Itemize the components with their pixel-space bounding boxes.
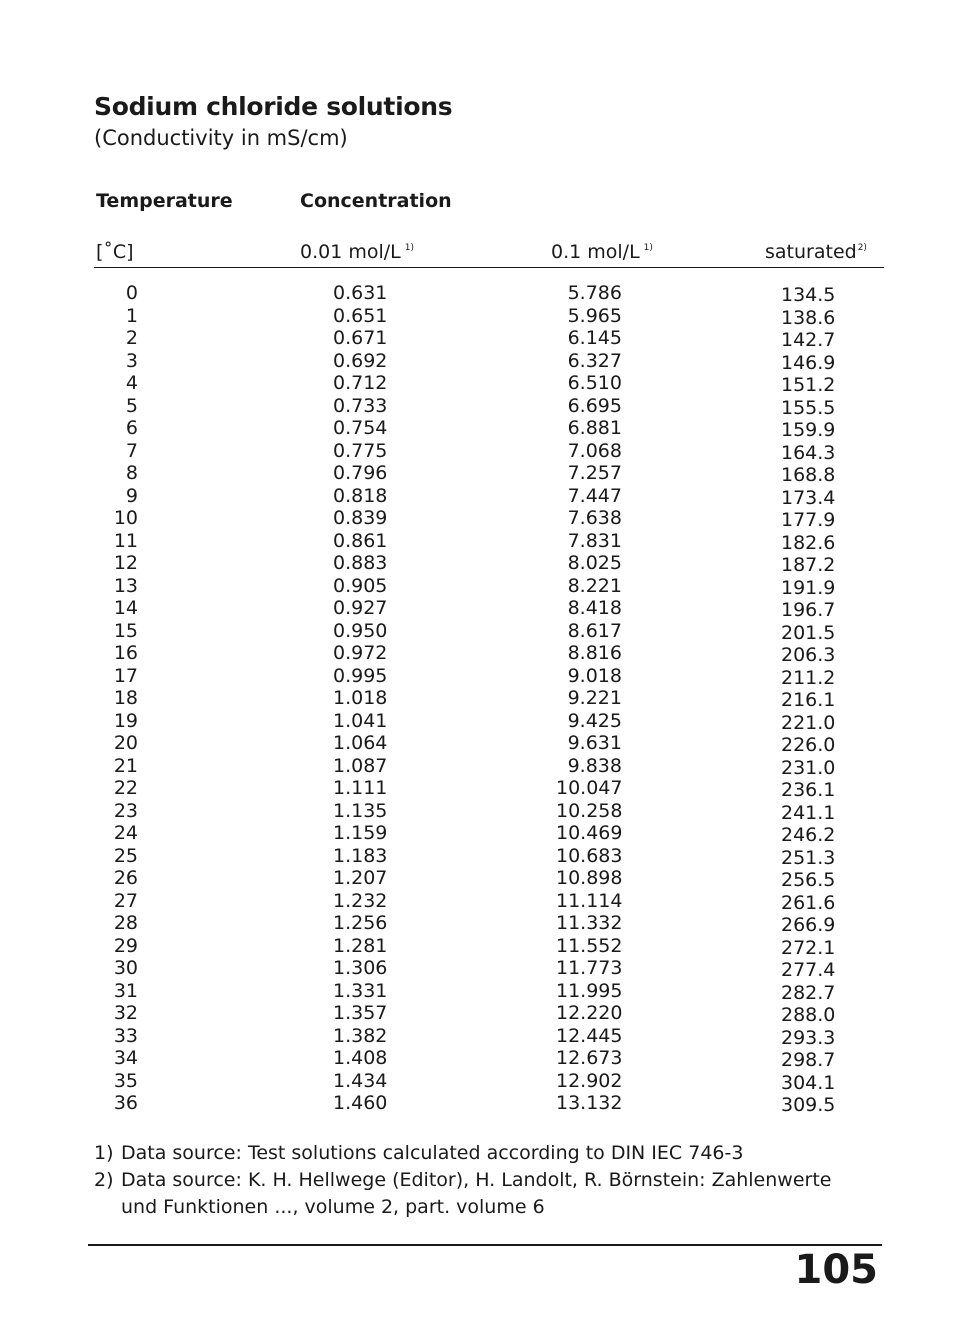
table-cell: 0.754 xyxy=(333,417,388,439)
col-a-label: 0.01 mol/L xyxy=(300,241,401,263)
table-cell: 0.839 xyxy=(333,507,388,529)
table-cell: 309.5 xyxy=(781,1094,836,1116)
table-cell: 0.651 xyxy=(333,304,388,327)
table-cell: 0.775 xyxy=(333,439,388,462)
table-cell: 27 xyxy=(113,889,138,912)
table-cell: 0.927 xyxy=(333,597,388,619)
table-cell: 221.0 xyxy=(781,711,836,734)
table-cell: 12.673 xyxy=(556,1047,623,1069)
table-cell: 206.3 xyxy=(781,644,836,666)
table-cell: 12.445 xyxy=(556,1024,623,1047)
col-b-column xyxy=(556,282,622,1115)
table-cell: 11 xyxy=(113,529,138,552)
table-cell: 8.617 xyxy=(567,619,622,642)
table-cell: 16 xyxy=(113,642,138,664)
table-cell: 6.327 xyxy=(567,349,622,372)
page-title: Sodium chloride solutions xyxy=(94,92,453,121)
temperature-column xyxy=(100,282,138,1115)
table-cell: 31 xyxy=(113,979,138,1002)
table-cell: 0.631 xyxy=(333,282,388,304)
table-cell: 1.434 xyxy=(333,1069,388,1092)
col-c-column xyxy=(781,284,835,1117)
table-cell: 13.132 xyxy=(556,1092,623,1114)
table-cell: 134.5 xyxy=(781,284,836,306)
table-cell: 11.773 xyxy=(556,957,623,979)
table-cell: 1.331 xyxy=(333,979,388,1002)
table-cell: 6.510 xyxy=(567,372,622,394)
footnote-text: Data source: K. H. Hellwege (Editor), H. Landolt, R. Börnstein: Zahlenwerte und Funktionen ..., volume 2, part. volume 6 xyxy=(121,1169,832,1218)
table-cell: 32 xyxy=(113,1002,138,1024)
table-cell: 1.357 xyxy=(333,1002,388,1024)
col-a-header xyxy=(300,241,414,263)
table-cell: 0.671 xyxy=(333,327,388,349)
table-cell: 277.4 xyxy=(781,959,836,981)
header-divider xyxy=(94,267,884,268)
footnotes xyxy=(94,1140,861,1221)
col-a-column xyxy=(333,282,387,1115)
table-cell: 7.447 xyxy=(567,484,622,507)
table-cell: 8 xyxy=(125,462,138,484)
table-cell: 11.995 xyxy=(556,979,623,1002)
col-c-footnote-ref: 2) xyxy=(857,243,867,253)
table-cell: 1.408 xyxy=(333,1047,388,1069)
table-cell: 231.0 xyxy=(781,756,836,779)
table-cell: 241.1 xyxy=(781,801,836,824)
table-cell: 5 xyxy=(125,394,138,417)
table-cell: 0.972 xyxy=(333,642,388,664)
table-cell: 187.2 xyxy=(781,554,836,576)
footnote-1 xyxy=(94,1140,861,1167)
table-cell: 1.281 xyxy=(333,934,388,957)
table-cell: 9.221 xyxy=(567,687,622,709)
table-cell: 1.111 xyxy=(333,777,388,799)
table-cell: 11.114 xyxy=(556,889,623,912)
table-cell: 13 xyxy=(113,574,138,597)
table-cell: 1.256 xyxy=(333,912,388,934)
table-cell: 6.145 xyxy=(567,327,622,349)
table-cell: 151.2 xyxy=(781,374,836,396)
table-cell: 9 xyxy=(125,484,138,507)
table-cell: 236.1 xyxy=(781,779,836,801)
table-cell: 226.0 xyxy=(781,734,836,756)
table-cell: 34 xyxy=(113,1047,138,1069)
table-cell: 138.6 xyxy=(781,306,836,329)
footer-divider xyxy=(88,1244,882,1246)
table-cell: 177.9 xyxy=(781,509,836,531)
table-cell: 10.258 xyxy=(556,799,623,822)
table-cell: 164.3 xyxy=(781,441,836,464)
footnote-number: 1) xyxy=(94,1142,114,1164)
table-cell: 22 xyxy=(113,777,138,799)
col-c-header xyxy=(765,241,867,263)
table-cell: 1 xyxy=(125,304,138,327)
table-cell: 9.425 xyxy=(567,709,622,732)
table-cell: 30 xyxy=(113,957,138,979)
table-cell: 1.135 xyxy=(333,799,388,822)
table-cell: 29 xyxy=(113,934,138,957)
table-cell: 24 xyxy=(113,822,138,844)
table-cell: 8.418 xyxy=(567,597,622,619)
table-cell: 304.1 xyxy=(781,1071,836,1094)
table-cell: 9.018 xyxy=(567,664,622,687)
table-cell: 191.9 xyxy=(781,576,836,599)
table-cell: 5.786 xyxy=(567,282,622,304)
table-cell: 288.0 xyxy=(781,1004,836,1026)
table-cell: 23 xyxy=(113,799,138,822)
table-cell: 173.4 xyxy=(781,486,836,509)
table-cell: 261.6 xyxy=(781,891,836,914)
table-cell: 26 xyxy=(113,867,138,889)
table-cell: 182.6 xyxy=(781,531,836,554)
table-cell: 33 xyxy=(113,1024,138,1047)
table-cell: 1.018 xyxy=(333,687,388,709)
table-cell: 6 xyxy=(125,417,138,439)
table-cell: 12 xyxy=(113,552,138,574)
table-cell: 7.068 xyxy=(567,439,622,462)
footnote-number: 2) xyxy=(94,1169,114,1191)
page-number: 105 xyxy=(794,1247,878,1293)
table-cell: 9.838 xyxy=(567,754,622,777)
table-cell: 1.041 xyxy=(333,709,388,732)
table-cell: 25 xyxy=(113,844,138,867)
table-cell: 246.2 xyxy=(781,824,836,846)
table-cell: 35 xyxy=(113,1069,138,1092)
table-cell: 6.695 xyxy=(567,394,622,417)
table-cell: 20 xyxy=(113,732,138,754)
table-cell: 256.5 xyxy=(781,869,836,891)
table-cell: 1.159 xyxy=(333,822,388,844)
table-cell: 0.950 xyxy=(333,619,388,642)
table-cell: 272.1 xyxy=(781,936,836,959)
page-subtitle: (Conductivity in mS/cm) xyxy=(94,126,348,150)
table-cell: 159.9 xyxy=(781,419,836,441)
table-cell: 10 xyxy=(113,507,138,529)
table-cell: 1.087 xyxy=(333,754,388,777)
table-cell: 282.7 xyxy=(781,981,836,1004)
col-b-footnote-ref: 1) xyxy=(643,243,653,253)
col-c-label: saturated xyxy=(765,241,857,263)
table-cell: 1.232 xyxy=(333,889,388,912)
table-cell: 0.905 xyxy=(333,574,388,597)
table-cell: 6.881 xyxy=(567,417,622,439)
table-cell: 251.3 xyxy=(781,846,836,869)
table-cell: 8.221 xyxy=(567,574,622,597)
table-cell: 4 xyxy=(125,372,138,394)
table-cell: 0.995 xyxy=(333,664,388,687)
table-cell: 196.7 xyxy=(781,599,836,621)
table-cell: 1.382 xyxy=(333,1024,388,1047)
table-cell: 19 xyxy=(113,709,138,732)
table-cell: 11.552 xyxy=(556,934,623,957)
table-cell: 28 xyxy=(113,912,138,934)
table-cell: 211.2 xyxy=(781,666,836,689)
table-cell: 7.257 xyxy=(567,462,622,484)
table-cell: 8.025 xyxy=(567,552,622,574)
table-cell: 266.9 xyxy=(781,914,836,936)
unit-header: [˚C] xyxy=(96,241,134,263)
col-b-label: 0.1 mol/L xyxy=(551,241,640,263)
footnote-text: Data source: Test solutions calculated according to DIN IEC 746-3 xyxy=(121,1142,744,1164)
table-cell: 0.692 xyxy=(333,349,388,372)
table-cell: 1.306 xyxy=(333,957,388,979)
table-cell: 18 xyxy=(113,687,138,709)
table-cell: 10.047 xyxy=(556,777,623,799)
table-cell: 201.5 xyxy=(781,621,836,644)
table-cell: 146.9 xyxy=(781,351,836,374)
temperature-header: Temperature xyxy=(96,190,233,212)
table-cell: 2 xyxy=(125,327,138,349)
table-cell: 11.332 xyxy=(556,912,623,934)
table-cell: 0.818 xyxy=(333,484,388,507)
table-cell: 142.7 xyxy=(781,329,836,351)
table-cell: 10.469 xyxy=(556,822,623,844)
table-cell: 216.1 xyxy=(781,689,836,711)
table-cell: 155.5 xyxy=(781,396,836,419)
table-cell: 36 xyxy=(113,1092,138,1114)
table-cell: 1.064 xyxy=(333,732,388,754)
table-cell: 9.631 xyxy=(567,732,622,754)
col-b-header xyxy=(551,241,653,263)
table-cell: 10.898 xyxy=(556,867,623,889)
table-cell: 168.8 xyxy=(781,464,836,486)
table-cell: 0.861 xyxy=(333,529,388,552)
table-cell: 15 xyxy=(113,619,138,642)
table-cell: 12.220 xyxy=(556,1002,623,1024)
table-cell: 10.683 xyxy=(556,844,623,867)
table-cell: 17 xyxy=(113,664,138,687)
table-cell: 293.3 xyxy=(781,1026,836,1049)
table-cell: 0.796 xyxy=(333,462,388,484)
table-cell: 12.902 xyxy=(556,1069,623,1092)
table-cell: 7.638 xyxy=(567,507,622,529)
table-cell: 7 xyxy=(125,439,138,462)
table-cell: 1.207 xyxy=(333,867,388,889)
table-cell: 7.831 xyxy=(567,529,622,552)
table-cell: 14 xyxy=(113,597,138,619)
table-cell: 5.965 xyxy=(567,304,622,327)
table-cell: 1.460 xyxy=(333,1092,388,1114)
concentration-header: Concentration xyxy=(300,190,452,212)
table-cell: 0 xyxy=(125,282,138,304)
table-cell: 0.883 xyxy=(333,552,388,574)
col-a-footnote-ref: 1) xyxy=(404,243,414,253)
footnote-2 xyxy=(94,1167,861,1221)
table-cell: 298.7 xyxy=(781,1049,836,1071)
table-cell: 0.733 xyxy=(333,394,388,417)
table-cell: 8.816 xyxy=(567,642,622,664)
table-cell: 21 xyxy=(113,754,138,777)
table-cell: 0.712 xyxy=(333,372,388,394)
table-cell: 1.183 xyxy=(333,844,388,867)
table-cell: 3 xyxy=(125,349,138,372)
